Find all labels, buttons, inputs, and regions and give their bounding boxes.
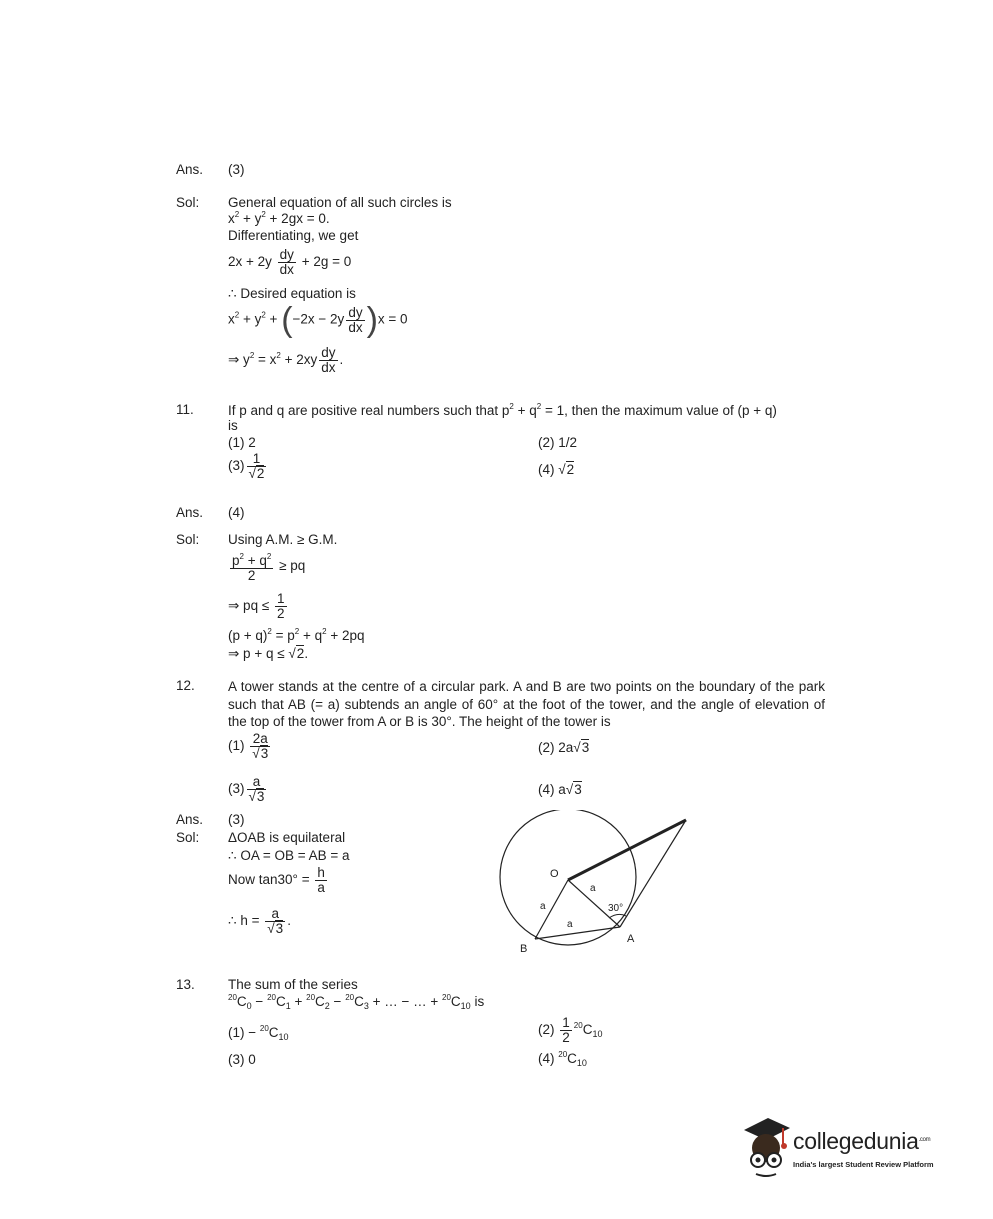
tower-line bbox=[568, 820, 686, 880]
label-b: B bbox=[520, 943, 528, 955]
q10-eq1: 2x + 2y $\frac{dy}{dx}$ + 2g = 0 bbox=[228, 247, 352, 277]
q11-text-cont: is bbox=[228, 418, 238, 433]
q13-series: $^{20}C_0 - ^{20}C_1 + ^{20}C_2 - ^{20}C_3$ + … − … + $^{20}C_{10}$ is bbox=[228, 993, 485, 1011]
q10-ans-value: (3) bbox=[228, 162, 245, 177]
q13-text: The sum of the series bbox=[228, 977, 358, 992]
q12-option-3: (3) $\frac{a}{√3}$ bbox=[228, 774, 265, 804]
q12-ans-value: (3) bbox=[228, 812, 245, 827]
q13-option-4: (4) $^{20}C_{10}$ bbox=[538, 1050, 587, 1068]
label-angle: 30° bbox=[608, 903, 624, 914]
label-side-oa: a bbox=[590, 883, 596, 894]
q12-text: A tower stands at the centre of a circular park. A and B are two points on the boundary of the park such that AB (= a) subtends an angle of 60° at the foot of the tower, and the angle of elevation of the top of the tower from A or B is 30°. The height of the tower is bbox=[228, 679, 825, 729]
q10-sol-line1: General equation of all such circles is bbox=[228, 195, 452, 210]
q10-ans-label: Ans. bbox=[176, 162, 204, 177]
q10-sol-line3: Differentiating, we get bbox=[228, 228, 359, 243]
q10-eq2: $x^2 + y^2 + (-2x - 2y$ $\frac{dy}{dx}$ )x = 0 bbox=[228, 301, 408, 339]
q11-sol-line3: ⇒ pq ≤ $\frac{1}{2}$ bbox=[228, 591, 285, 621]
q11-sol-line1: Using A.M. ≥ G.M. bbox=[228, 532, 338, 547]
mascot-logo-icon bbox=[738, 1108, 796, 1180]
q10-sol-line5: ∴ Desired equation is bbox=[228, 286, 356, 301]
q11-option-1: (1) 2 bbox=[228, 435, 256, 450]
q11-sol-line2: $\frac{p^2 + q^2}{2}$ ≥ pq bbox=[232, 552, 306, 583]
q11-sol-label: Sol: bbox=[176, 532, 200, 547]
q11-text: If p and q are positive real numbers such that $p^2 + q^2 = 1$, then the maximum value of (p + q) bbox=[228, 402, 777, 418]
brand-tagline: India's largest Student Review Platform bbox=[793, 1160, 934, 1169]
q12-number: 12. bbox=[176, 678, 195, 693]
q11-option-2: (2) 1/2 bbox=[538, 435, 578, 450]
q12-sol-line2: ∴ OA = OB = AB = a bbox=[228, 848, 350, 863]
q12-sol-line3: Now tan30° = $\frac{h}{a}$ bbox=[228, 865, 325, 895]
q12-sol-label: Sol: bbox=[176, 830, 200, 845]
q11-option-4: (4) √2 bbox=[538, 462, 575, 477]
q13-option-1: $(1) - ^{20}C_{10}$ bbox=[228, 1024, 289, 1042]
q12-option-1: (1) $\frac{2a}{√3}$ bbox=[228, 731, 269, 761]
q11-sol-line5: ⇒ p + q ≤ √2. bbox=[228, 646, 309, 661]
q12-sol-line4: ∴ h = $\frac{a}{√3}$ . bbox=[228, 906, 291, 936]
q12-sol-line1: ΔOAB is equilateral bbox=[228, 830, 346, 845]
q11-ans-value: (4) bbox=[228, 505, 245, 520]
q12-option-4: (4) a√3 bbox=[538, 782, 582, 797]
q13-number: 13. bbox=[176, 977, 195, 992]
brand-name: collegedunia$^{.com}$ bbox=[793, 1128, 931, 1154]
q10-sol-label: Sol: bbox=[176, 195, 200, 210]
q11-number: 11. bbox=[176, 402, 194, 417]
label-side-ob: a bbox=[540, 901, 546, 912]
q10-eq3: ⇒ $y^2 = x^2 + 2xy$ $\frac{dy}{dx}$ . bbox=[228, 345, 344, 375]
q11-sol-line4: $(p + q)^2 = p^2 + q^2 + 2pq$ bbox=[228, 627, 365, 643]
label-o: O bbox=[550, 868, 559, 880]
q12-ans-label: Ans. bbox=[176, 812, 204, 827]
q13-option-2: (2) $\frac{1}{2}$ $^{20}C_{10}$ bbox=[538, 1015, 603, 1045]
label-side-ab: a bbox=[567, 919, 573, 930]
q11-ans-label: Ans. bbox=[176, 505, 204, 520]
q11-option-3: (3) $\frac{1}{√2}$ bbox=[228, 451, 265, 481]
q12-option-2: (2) 2a√3 bbox=[538, 740, 590, 755]
label-a: A bbox=[627, 933, 635, 945]
q10-sol-line2: $x^2 + y^2 + 2gx = 0$. bbox=[228, 210, 330, 226]
tower-diagram bbox=[490, 810, 700, 960]
q13-option-3: (3) 0 bbox=[228, 1052, 256, 1067]
